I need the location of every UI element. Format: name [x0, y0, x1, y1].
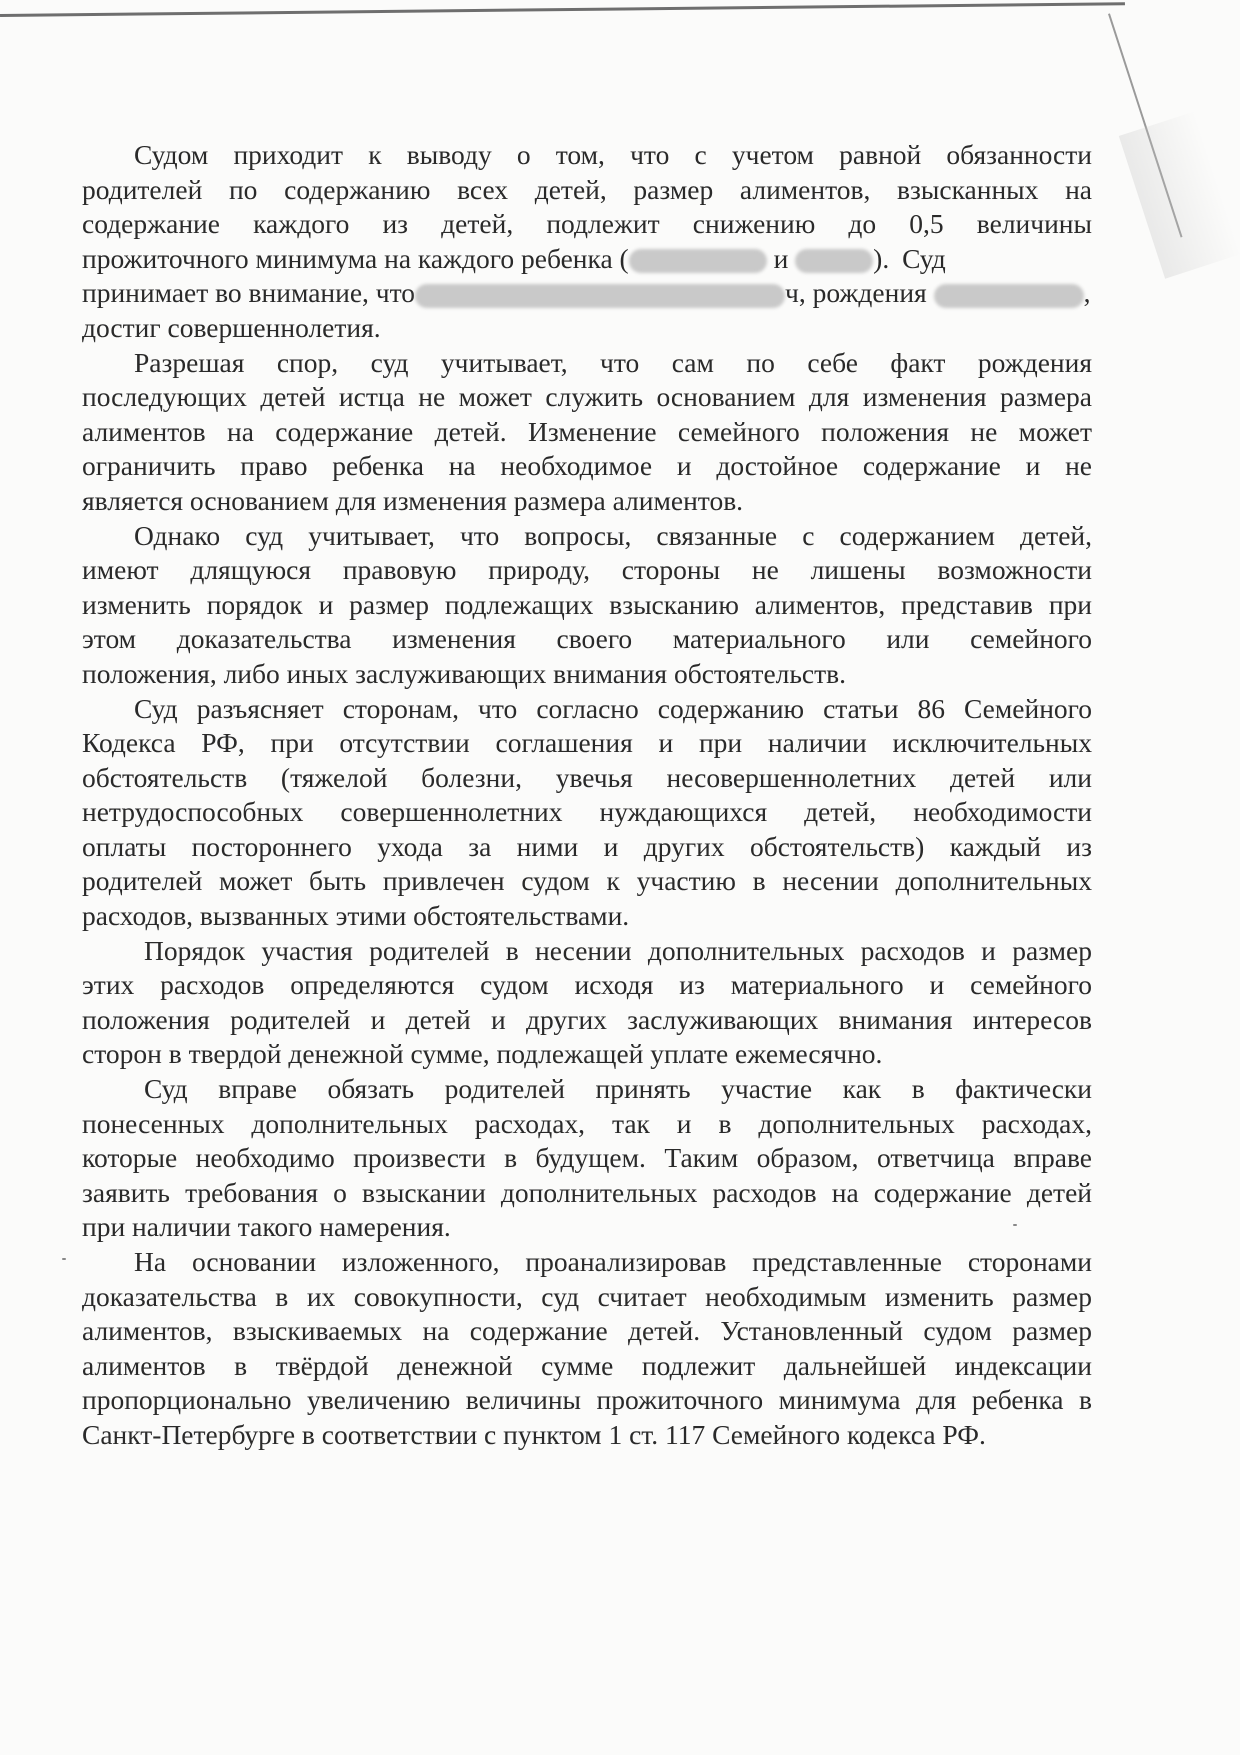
text-line: Разрешая спор, суд учитывает, что сам по себе факт рождения — [134, 346, 1092, 378]
document-body — [82, 138, 1092, 1453]
text-line: пропорционально увеличению величины прожиточного минимума для ребенка в — [82, 1384, 1092, 1416]
text-line: содержание каждого из детей, подлежит снижению до 0,5 величины — [82, 208, 1092, 240]
text-line: Порядок участия родителей в несении дополнительных расходов и размер — [144, 934, 1092, 966]
text-line: Кодекса РФ, при отсутствии соглашения и при наличии исключительных — [82, 727, 1092, 759]
text-line-with-redaction — [82, 276, 1092, 311]
scan-speck — [62, 1258, 66, 1260]
text-line: Суд разъясняет сторонам, что согласно содержанию статьи 86 Семейного — [134, 692, 1092, 724]
text-line: этих расходов определяются судом исходя из материального и семейного — [82, 969, 1092, 1001]
paragraph-7 — [82, 1245, 1092, 1453]
text-line: сторон в твердой денежной сумме, подлежащей уплате ежемесячно. — [82, 1038, 883, 1070]
text-line: Санкт-Петербурге в соответствии с пунктом 1 ст. 117 Семейного кодекса РФ. — [82, 1418, 986, 1450]
page-corner-shadow — [1119, 111, 1240, 278]
text-line: алиментов в твёрдой денежной сумме подлежит дальнейшей индексации — [82, 1349, 1092, 1381]
redacted-name — [795, 249, 873, 273]
text-fragment: ). Суд — [873, 242, 946, 274]
paragraph-1 — [82, 138, 1092, 346]
text-line: доказательства в их совокупности, суд считает необходимым изменить размер — [82, 1280, 1092, 1312]
text-line: обстоятельств (тяжелой болезни, увечья несовершеннолетних детей или — [82, 761, 1092, 793]
text-fragment: и — [773, 242, 789, 274]
text-line: алиментов, взыскиваемых на содержание детей. Установленный судом размер — [82, 1315, 1092, 1347]
text-line: оплаты постороннего ухода за ними и других обстоятельств) каждый из — [82, 830, 1092, 862]
redacted-date — [934, 284, 1084, 308]
text-line: которые необходимо произвести в будущем. Таким образом, ответчица вправе — [82, 1142, 1092, 1174]
redacted-name — [415, 284, 785, 308]
paragraph-4 — [82, 692, 1092, 934]
text-line: Судом приходит к выводу о том, что с учетом равной обязанности — [134, 139, 1092, 170]
text-line: этом доказательства изменения своего материального или семейного — [82, 623, 1092, 655]
text-line: алиментов на содержание детей. Изменение семейного положения не может — [82, 415, 1092, 447]
text-fragment: ч, рождения — [785, 277, 927, 309]
redacted-name — [629, 249, 767, 273]
text-line: имеют длящуюся правовую природу, стороны не лишены возможности — [82, 554, 1092, 586]
paragraph-2 — [82, 346, 1092, 519]
text-fragment: , — [1083, 277, 1091, 309]
text-line: является основанием для изменения размера алиментов. — [82, 484, 744, 516]
text-line: На основании изложенного, проанализировав представленные сторонами — [134, 1246, 1092, 1277]
text-line: положения, либо иных заслуживающих внимания обстоятельств. — [82, 657, 846, 689]
paragraph-3 — [82, 519, 1092, 692]
text-line: родителей по содержанию всех детей, размер алиментов, взысканных на — [82, 173, 1092, 205]
text-line: при наличии такого намерения. — [82, 1211, 451, 1243]
text-line: нетрудоспособных совершеннолетних нуждающихся детей, необходимости — [82, 796, 1092, 828]
text-line: заявить требования о взыскании дополнительных расходов на содержание детей — [82, 1176, 1092, 1208]
text-line: расходов, вызванных этими обстоятельствами. — [82, 900, 630, 932]
paragraph-5 — [82, 934, 1092, 1072]
page-top-edge — [0, 2, 1125, 17]
text-line: ограничить право ребенка на необходимое и достойное содержание и не — [82, 450, 1092, 482]
text-line-with-redaction — [82, 242, 1092, 277]
text-line: изменить порядок и размер подлежащих взысканию алиментов, представив при — [82, 588, 1092, 620]
text-line: последующих детей истца не может служить основанием для изменения размера — [82, 381, 1092, 413]
text-line: понесенных дополнительных расходах, так и в дополнительных расходах, — [82, 1107, 1092, 1139]
text-line: достиг совершеннолетия. — [82, 311, 381, 343]
text-line: Суд вправе обязать родителей принять участие как в фактически — [144, 1073, 1092, 1105]
paragraph-6 — [82, 1072, 1092, 1245]
text-fragment: принимает во внимание, что — [82, 277, 416, 309]
text-line: Однако суд учитывает, что вопросы, связанные с содержанием детей, — [134, 519, 1092, 551]
text-fragment: прожиточного минимума на каждого ребенка ( — [82, 242, 629, 274]
text-line: положения родителей и детей и других заслуживающих внимания интересов — [82, 1003, 1092, 1035]
text-line: родителей может быть привлечен судом к участию в несении дополнительных — [82, 865, 1092, 897]
